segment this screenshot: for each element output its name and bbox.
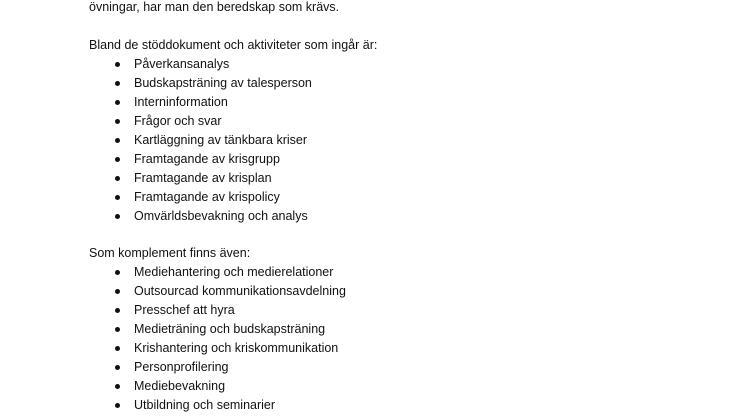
list-item <box>115 282 346 301</box>
paragraph-complement-intro: Som komplement finns även: <box>89 246 251 260</box>
list-item-text: Framtagande av krispolicy <box>134 190 280 204</box>
bullet-icon <box>115 157 120 162</box>
list-item <box>115 93 312 112</box>
list-item-text: Interninformation <box>134 95 228 109</box>
list-item-text: Påverkansanalys <box>134 57 230 71</box>
bullet-icon <box>115 270 120 275</box>
bullet-icon <box>115 176 120 181</box>
list-item <box>115 320 346 339</box>
paragraph-top: övningar, har man den beredskap som krävs. <box>89 0 340 14</box>
support-list <box>115 55 312 226</box>
list-item-text: Frågor och svar <box>134 114 222 128</box>
bullet-icon <box>115 327 120 332</box>
bullet-icon <box>115 62 120 67</box>
list-item <box>115 301 346 320</box>
list-item-text: Medieträning och budskapsträning <box>134 322 326 336</box>
list-item-text: Utbildning och seminarier <box>134 398 276 412</box>
bullet-icon <box>115 214 120 219</box>
bullet-icon <box>115 289 120 294</box>
list-item <box>115 377 346 396</box>
bullet-icon <box>115 195 120 200</box>
list-item <box>115 150 312 169</box>
paragraph-support-intro: Bland de stöddokument och aktiviteter som ingår är: <box>89 38 378 52</box>
bullet-icon <box>115 403 120 408</box>
list-item <box>115 188 312 207</box>
list-item <box>115 358 346 377</box>
list-item <box>115 74 312 93</box>
bullet-icon <box>115 365 120 370</box>
list-item <box>115 112 312 131</box>
bullet-icon <box>115 384 120 389</box>
list-item <box>115 339 346 358</box>
bullet-icon <box>115 119 120 124</box>
list-item-text: Mediehantering och medierelationer <box>134 265 334 279</box>
list-item <box>115 396 346 415</box>
list-item-text: Mediebevakning <box>134 379 226 393</box>
list-item <box>115 169 312 188</box>
list-item <box>115 55 312 74</box>
list-item-text: Budskapsträning av talesperson <box>134 76 312 90</box>
list-item-text: Framtagande av krisplan <box>134 171 272 185</box>
list-item-text: Omvärldsbevakning och analys <box>134 209 308 223</box>
list-item-text: Framtagande av krisgrupp <box>134 152 280 166</box>
list-item <box>115 131 312 150</box>
complement-list <box>115 263 346 415</box>
bullet-icon <box>115 346 120 351</box>
list-item-text: Kartläggning av tänkbara kriser <box>134 133 308 147</box>
list-item-text: Outsourcad kommunikationsavdelning <box>134 284 346 298</box>
list-item-text: Presschef att hyra <box>134 303 235 317</box>
list-item <box>115 207 312 226</box>
list-item-text: Krishantering och kriskommunikation <box>134 341 339 355</box>
bullet-icon <box>115 308 120 313</box>
list-item <box>115 263 346 282</box>
bullet-icon <box>115 81 120 86</box>
list-item-text: Personprofilering <box>134 360 229 374</box>
bullet-icon <box>115 138 120 143</box>
bullet-icon <box>115 100 120 105</box>
